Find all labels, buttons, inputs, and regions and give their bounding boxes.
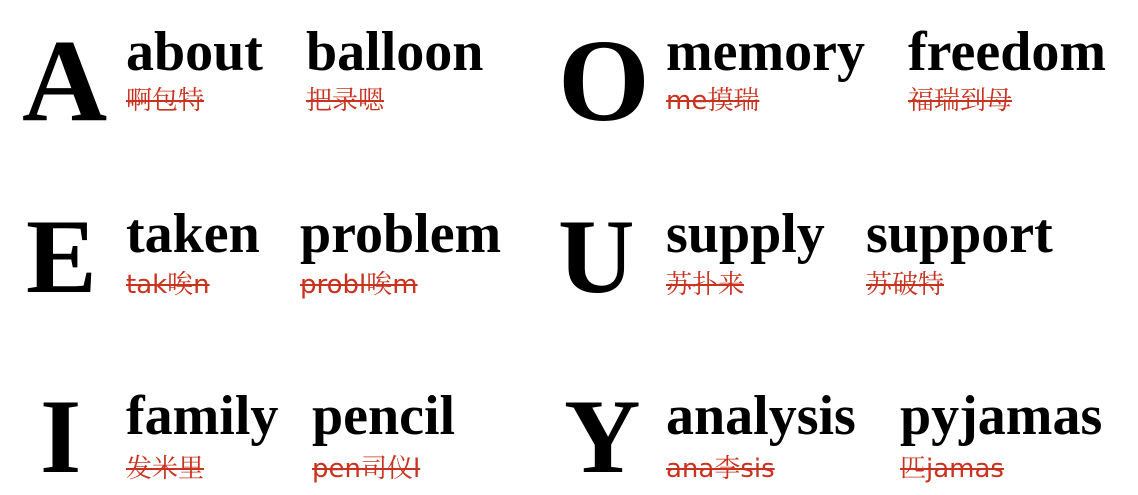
struck-wrong-pronunciation: 苏破特: [866, 270, 945, 300]
struck-wrong-pronunciation: 发米里: [126, 454, 205, 484]
example-word: memory: [666, 21, 866, 83]
vowel-letter-y: Y: [564, 378, 641, 495]
example-word: problem: [300, 203, 502, 265]
struck-wrong-pronunciation: 啊包特: [126, 86, 205, 116]
example-word: supply: [666, 203, 825, 265]
struck-wrong-pronunciation: 福瑞到母: [908, 86, 1013, 116]
example-word: analysis: [666, 385, 856, 447]
example-word: support: [866, 203, 1053, 265]
example-word: family: [126, 385, 279, 447]
struck-wrong-pronunciation: 把录嗯: [306, 86, 385, 116]
example-word: freedom: [908, 21, 1106, 83]
struck-wrong-pronunciation: probl唉m: [300, 270, 418, 300]
vowel-letter-e: E: [26, 198, 97, 315]
example-word: about: [126, 21, 263, 83]
struck-wrong-pronunciation: 匹jamas: [900, 454, 1004, 484]
example-word: pencil: [312, 385, 456, 447]
struck-wrong-pronunciation: pen司仪l: [312, 454, 421, 484]
struck-wrong-pronunciation: tak唉n: [126, 270, 210, 300]
example-word: pyjamas: [900, 385, 1103, 447]
example-word: taken: [126, 203, 260, 265]
vowel-letter-a: A: [22, 15, 108, 146]
vowel-letter-u: U: [558, 198, 635, 315]
vowel-letter-i: I: [40, 378, 82, 495]
struck-wrong-pronunciation: 苏扑来: [666, 270, 745, 300]
struck-wrong-pronunciation: ana李sis: [666, 454, 775, 484]
example-word: balloon: [306, 21, 484, 83]
struck-wrong-pronunciation: me摸瑞: [666, 86, 760, 116]
vowel-letter-o: O: [558, 15, 650, 146]
